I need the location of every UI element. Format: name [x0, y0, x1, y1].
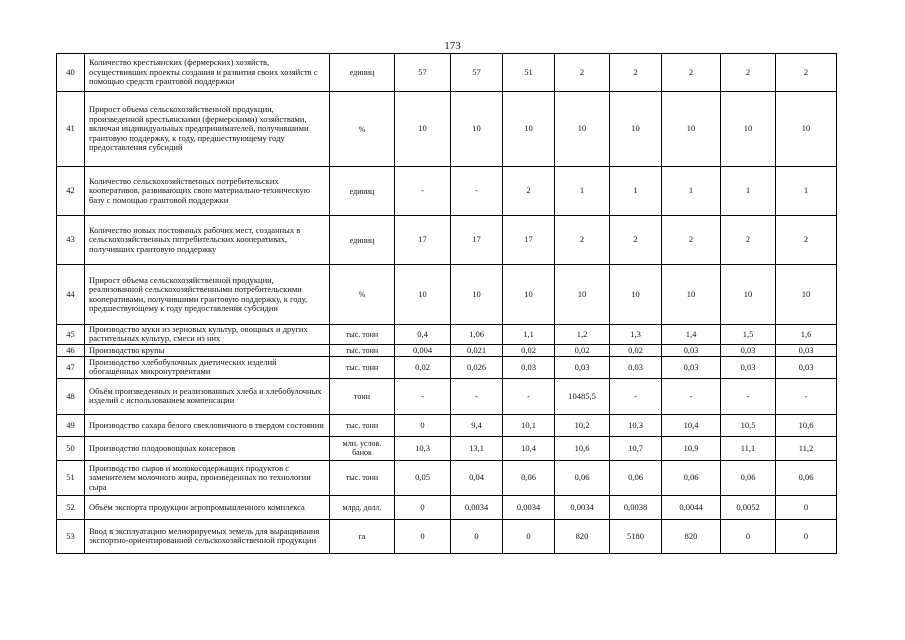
value-cell: 2 — [776, 216, 837, 265]
value-cell: 10 — [662, 92, 721, 167]
value-cell: 0,06 — [610, 460, 662, 495]
value-cell: 0,03 — [610, 356, 662, 378]
value-cell: 10 — [776, 265, 837, 325]
value-cell: 13,1 — [451, 436, 503, 460]
value-cell: 0,02 — [503, 344, 555, 356]
row-number: 49 — [57, 414, 85, 436]
row-number: 47 — [57, 356, 85, 378]
value-cell: 10 — [503, 92, 555, 167]
value-cell: 1 — [662, 167, 721, 216]
unit-cell: тыс. тонн — [330, 414, 395, 436]
unit-cell: тыс. тонн — [330, 356, 395, 378]
value-cell: 10,9 — [662, 436, 721, 460]
indicator-name: Количество сельскохозяйственных потребительских кооперативов, развивающих свою материально-техническую базу с помощью грантовой поддержки — [85, 167, 330, 216]
value-cell: 1,2 — [555, 325, 610, 345]
value-cell: 0,03 — [662, 344, 721, 356]
value-cell: 11,1 — [721, 436, 776, 460]
row-number: 46 — [57, 344, 85, 356]
value-cell: 2 — [555, 54, 610, 92]
row-number: 44 — [57, 265, 85, 325]
row-number: 52 — [57, 495, 85, 519]
table-row — [57, 54, 837, 92]
value-cell: 0,02 — [555, 344, 610, 356]
value-cell: 2 — [662, 54, 721, 92]
value-cell: 0,06 — [721, 460, 776, 495]
value-cell: 2 — [662, 216, 721, 265]
value-cell: - — [395, 167, 451, 216]
value-cell: 0,03 — [662, 356, 721, 378]
value-cell: - — [451, 167, 503, 216]
value-cell: 1 — [555, 167, 610, 216]
value-cell: 0 — [776, 519, 837, 553]
value-cell: 51 — [503, 54, 555, 92]
value-cell: 1,3 — [610, 325, 662, 345]
value-cell: 0,021 — [451, 344, 503, 356]
value-cell: 0,0034 — [503, 495, 555, 519]
value-cell: 10 — [451, 265, 503, 325]
indicator-name: Производство муки из зерновых культур, овощных и других растительных культур, смеси из них — [85, 325, 330, 345]
value-cell: 10 — [610, 265, 662, 325]
value-cell: 57 — [395, 54, 451, 92]
row-number: 50 — [57, 436, 85, 460]
table-row — [57, 216, 837, 265]
value-cell: 10,5 — [721, 414, 776, 436]
value-cell: 0 — [503, 519, 555, 553]
unit-cell: единиц — [330, 54, 395, 92]
value-cell: 0,0034 — [555, 495, 610, 519]
unit-cell: тыс. тонн — [330, 325, 395, 345]
value-cell: 2 — [610, 216, 662, 265]
value-cell: - — [395, 378, 451, 414]
value-cell: 17 — [451, 216, 503, 265]
value-cell: 10,2 — [555, 414, 610, 436]
value-cell: - — [610, 378, 662, 414]
value-cell: 2 — [721, 216, 776, 265]
indicator-name: Производство плодоовощных консервов — [85, 436, 330, 460]
value-cell: 0,03 — [721, 344, 776, 356]
value-cell: 0 — [395, 519, 451, 553]
row-number: 40 — [57, 54, 85, 92]
value-cell: 0,03 — [776, 356, 837, 378]
value-cell: 0,03 — [555, 356, 610, 378]
table-row — [57, 265, 837, 325]
indicator-name: Производство сыров и молокосодержащих продуктов с заменителем молочного жира, произведенных по технологии сыра — [85, 460, 330, 495]
row-number: 51 — [57, 460, 85, 495]
value-cell: 2 — [721, 54, 776, 92]
value-cell: 2 — [610, 54, 662, 92]
value-cell: - — [503, 378, 555, 414]
value-cell: 10485,5 — [555, 378, 610, 414]
value-cell: 10 — [503, 265, 555, 325]
value-cell: 1 — [721, 167, 776, 216]
value-cell: 0,0052 — [721, 495, 776, 519]
value-cell: 0,02 — [395, 356, 451, 378]
value-cell: - — [662, 378, 721, 414]
row-number: 41 — [57, 92, 85, 167]
value-cell: 10 — [395, 265, 451, 325]
value-cell: 2 — [503, 167, 555, 216]
value-cell: - — [721, 378, 776, 414]
value-cell: 0 — [776, 495, 837, 519]
table-row — [57, 460, 837, 495]
value-cell: 10 — [610, 92, 662, 167]
table-row — [57, 519, 837, 553]
table-row — [57, 325, 837, 345]
unit-cell: тыс. тонн — [330, 460, 395, 495]
table-row — [57, 356, 837, 378]
table-row — [57, 378, 837, 414]
row-number: 45 — [57, 325, 85, 345]
value-cell: 10 — [555, 265, 610, 325]
value-cell: 1,6 — [776, 325, 837, 345]
value-cell: 10 — [555, 92, 610, 167]
value-cell: 10,7 — [610, 436, 662, 460]
value-cell: 2 — [555, 216, 610, 265]
value-cell: 10,3 — [610, 414, 662, 436]
indicator-name: Объём произведенных и реализованных хлеба и хлебобулочных изделий с использованием компенсации — [85, 378, 330, 414]
value-cell: 0,05 — [395, 460, 451, 495]
value-cell: 0 — [395, 495, 451, 519]
value-cell: 820 — [555, 519, 610, 553]
value-cell: 10 — [776, 92, 837, 167]
indicators-table — [56, 53, 837, 554]
value-cell: 1,1 — [503, 325, 555, 345]
table-body — [57, 54, 837, 554]
value-cell: 17 — [503, 216, 555, 265]
value-cell: 2 — [776, 54, 837, 92]
value-cell: 0,0038 — [610, 495, 662, 519]
value-cell: - — [451, 378, 503, 414]
indicator-name: Количество крестьянских (фермерских) хозяйств, осуществивших проекты создания и развития своих хозяйств с помощью средств грантовой поддержки — [85, 54, 330, 92]
page-number: 173 — [444, 40, 461, 52]
indicator-name: Производство сахара белого свекловичного в твердом состоянии — [85, 414, 330, 436]
indicator-name: Количество новых постоянных рабочих мест, созданных в сельскохозяйственных потребительских кооперативах, получивших грантовую поддержку — [85, 216, 330, 265]
value-cell: 0,4 — [395, 325, 451, 345]
value-cell: 10,1 — [503, 414, 555, 436]
row-number: 48 — [57, 378, 85, 414]
indicator-name: Ввод в эксплуатацию мелиорируемых земель для выращивания экспортно-ориентированной сельскохозяйственной продукции — [85, 519, 330, 553]
value-cell: 0,06 — [555, 460, 610, 495]
value-cell: 17 — [395, 216, 451, 265]
row-number: 42 — [57, 167, 85, 216]
row-number: 43 — [57, 216, 85, 265]
value-cell: 10 — [451, 92, 503, 167]
value-cell: 0,06 — [662, 460, 721, 495]
value-cell: 0,0044 — [662, 495, 721, 519]
value-cell: 1,5 — [721, 325, 776, 345]
value-cell: 10,3 — [395, 436, 451, 460]
value-cell: 0 — [721, 519, 776, 553]
table-row — [57, 92, 837, 167]
unit-cell: га — [330, 519, 395, 553]
value-cell: 11,2 — [776, 436, 837, 460]
value-cell: 820 — [662, 519, 721, 553]
indicator-name: Производство хлебобулочных диетических изделий обогащённых микронутриентами — [85, 356, 330, 378]
value-cell: 5180 — [610, 519, 662, 553]
unit-cell: единиц — [330, 216, 395, 265]
indicator-name: Производство крупы — [85, 344, 330, 356]
indicator-name: Объём экспорта продукции агропромышленного комплекса — [85, 495, 330, 519]
table-row — [57, 436, 837, 460]
value-cell: 0 — [451, 519, 503, 553]
value-cell: 10,4 — [662, 414, 721, 436]
value-cell: 0,03 — [721, 356, 776, 378]
value-cell: 10,4 — [503, 436, 555, 460]
indicator-name: Прирост объема сельскохозяйственной продукции, произведенной крестьянскими (фермерскими) хозяйствами, включая индивидуальных предпринимателей, получившими грантовую поддержку, к году, предшествующему году предоставления субсидий — [85, 92, 330, 167]
value-cell: 9,4 — [451, 414, 503, 436]
value-cell: 1,4 — [662, 325, 721, 345]
unit-cell: % — [330, 92, 395, 167]
value-cell: 0,03 — [503, 356, 555, 378]
value-cell: 0,06 — [503, 460, 555, 495]
value-cell: 10,6 — [776, 414, 837, 436]
value-cell: 10 — [395, 92, 451, 167]
value-cell: 0,004 — [395, 344, 451, 356]
value-cell: 0,03 — [776, 344, 837, 356]
unit-cell: % — [330, 265, 395, 325]
value-cell: 57 — [451, 54, 503, 92]
unit-cell: единиц — [330, 167, 395, 216]
unit-cell: тонн — [330, 378, 395, 414]
table-row — [57, 344, 837, 356]
table-row — [57, 495, 837, 519]
value-cell: 0,06 — [776, 460, 837, 495]
value-cell: 0,0034 — [451, 495, 503, 519]
unit-cell: млрд. долл. — [330, 495, 395, 519]
value-cell: 0 — [395, 414, 451, 436]
unit-cell: млн. услов. банок — [330, 436, 395, 460]
table-row — [57, 414, 837, 436]
value-cell: - — [776, 378, 837, 414]
value-cell: 0,026 — [451, 356, 503, 378]
value-cell: 1 — [776, 167, 837, 216]
value-cell: 10,6 — [555, 436, 610, 460]
value-cell: 1,06 — [451, 325, 503, 345]
value-cell: 10 — [721, 265, 776, 325]
value-cell: 10 — [662, 265, 721, 325]
indicator-name: Прирост объема сельскохозяйственной продукции, реализованной сельскохозяйственными потребительскими кооперативами, получившими грантовую поддержку, к году, предшествующему к году предоставления субсидии — [85, 265, 330, 325]
value-cell: 1 — [610, 167, 662, 216]
row-number: 53 — [57, 519, 85, 553]
table-row — [57, 167, 837, 216]
unit-cell: тыс. тонн — [330, 344, 395, 356]
value-cell: 10 — [721, 92, 776, 167]
value-cell: 0,04 — [451, 460, 503, 495]
value-cell: 0,02 — [610, 344, 662, 356]
